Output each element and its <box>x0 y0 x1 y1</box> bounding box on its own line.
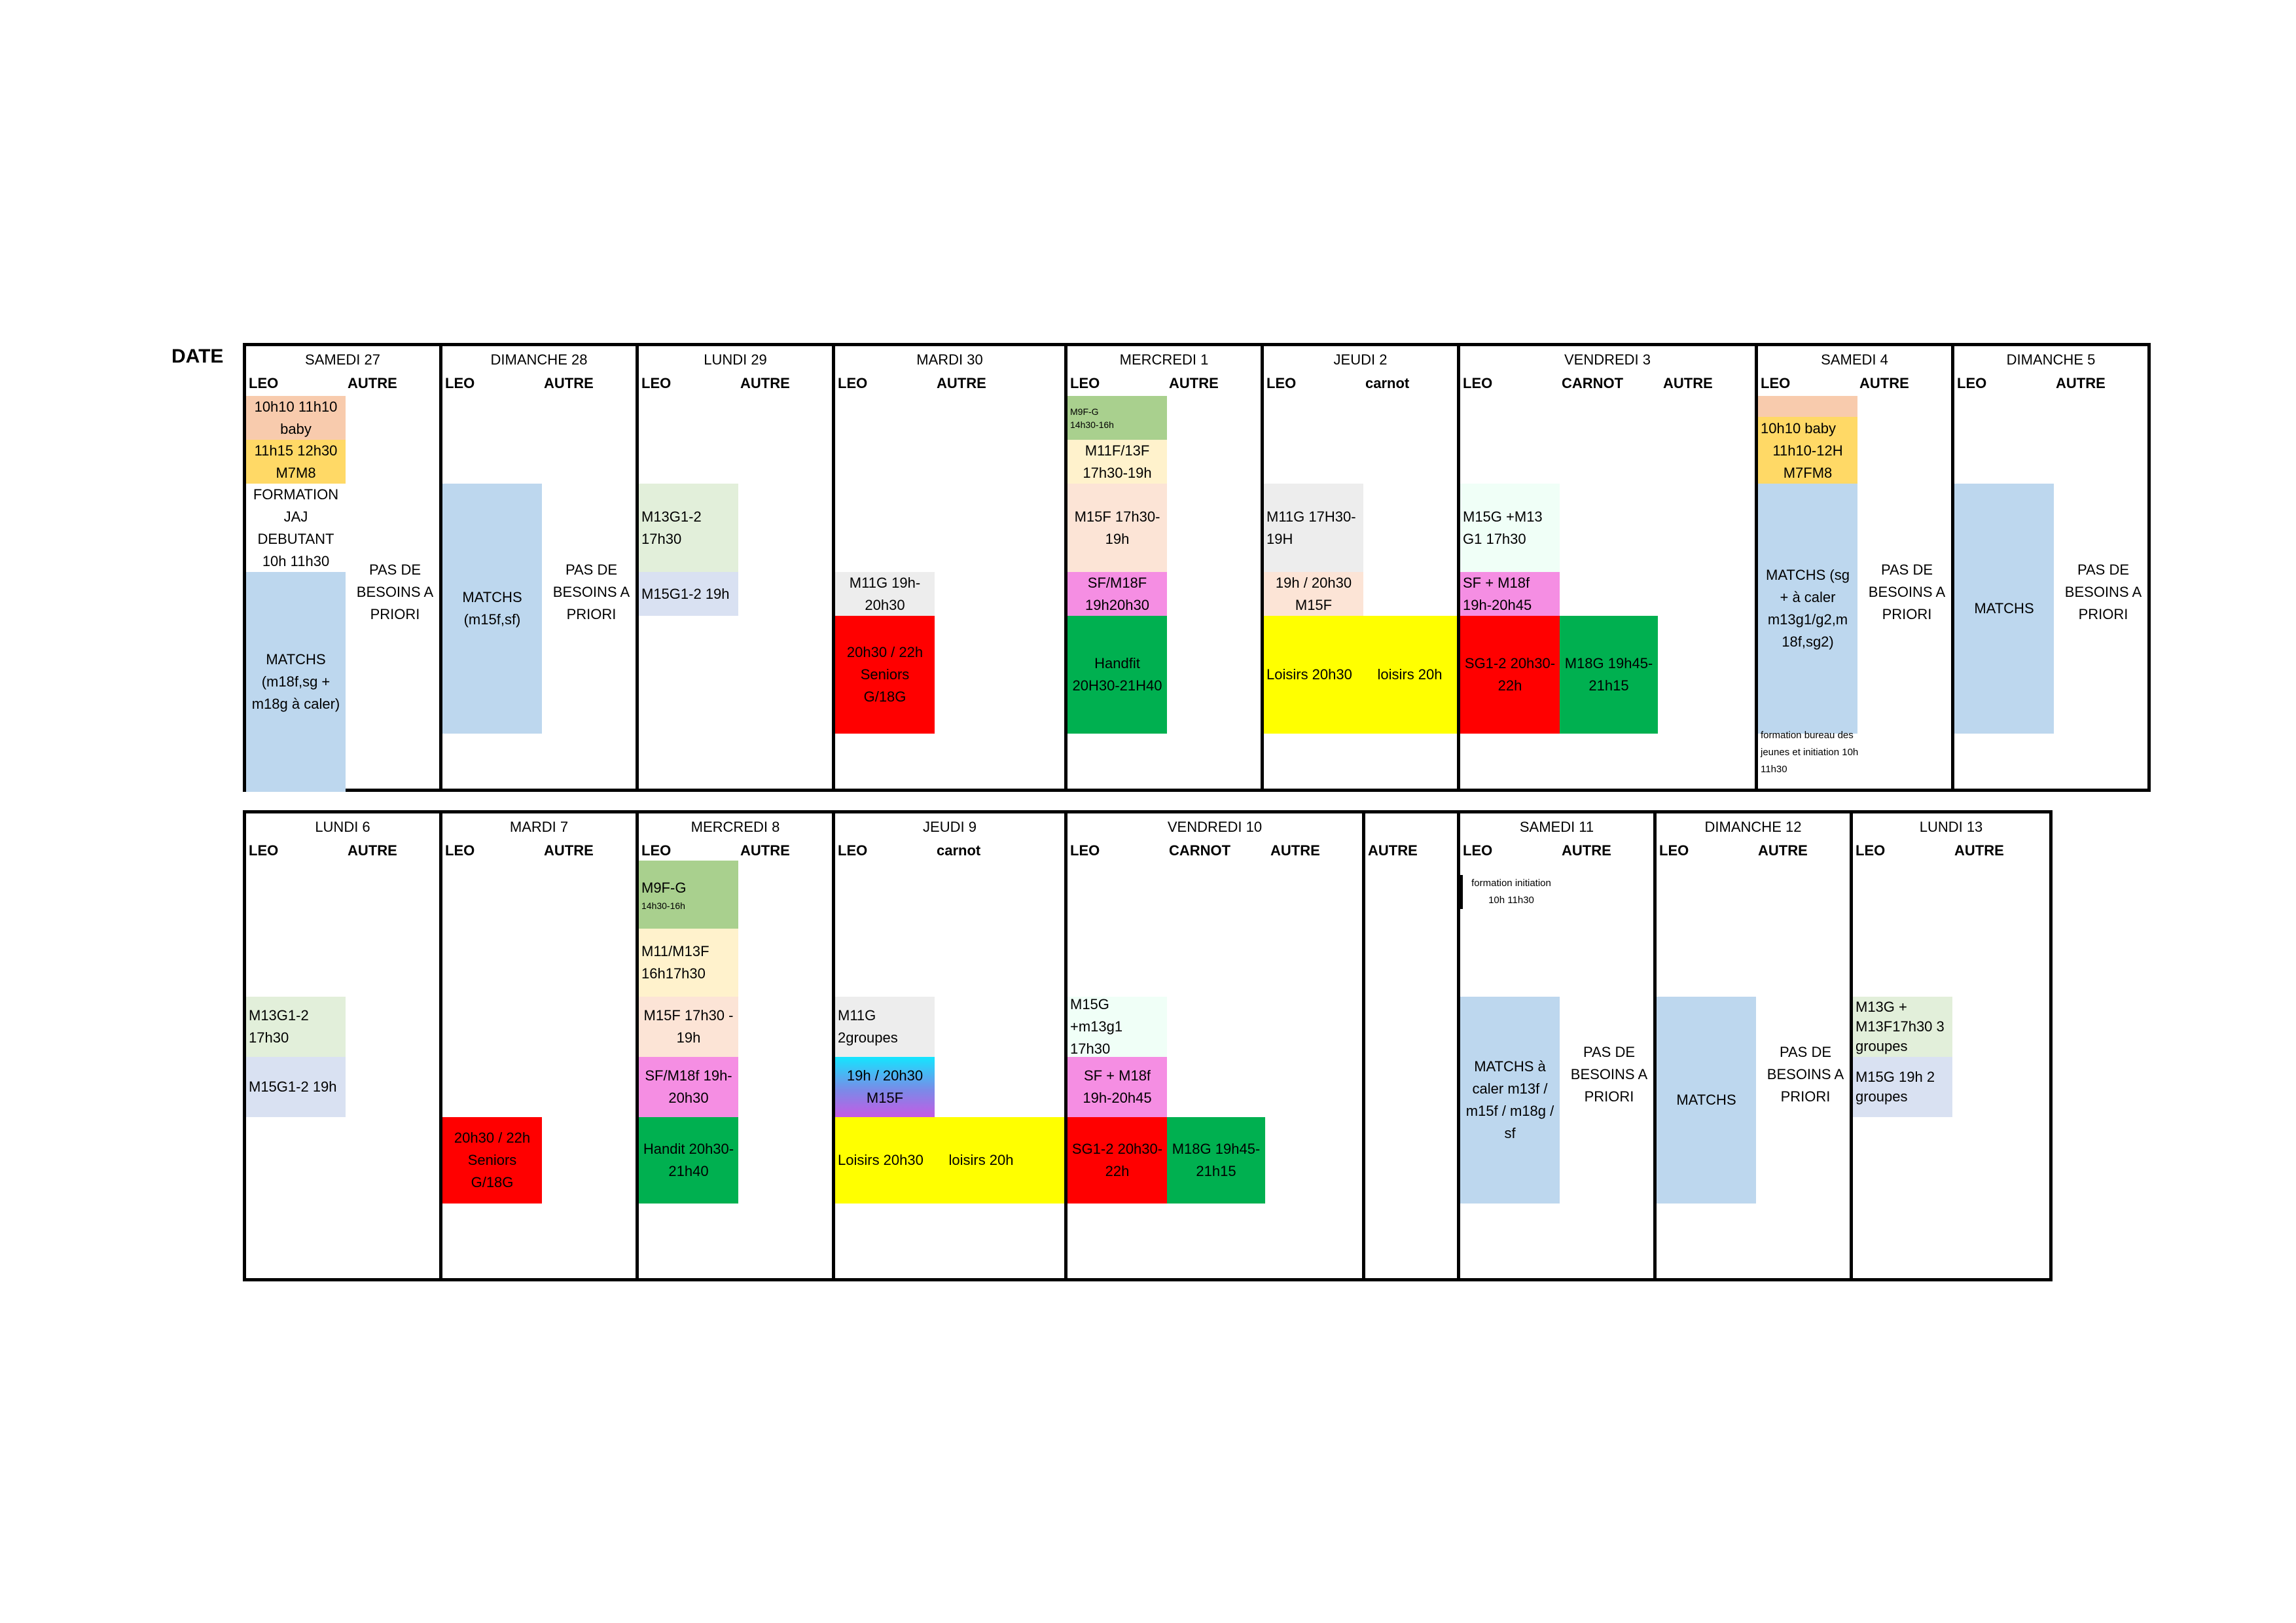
column-autre: AUTRE <box>348 375 397 391</box>
matchs-block: MATCHS (m18f,sg + m18g à caler) <box>246 572 346 792</box>
note-text: PAS DE BESOINS A PRIORI <box>1868 562 1946 622</box>
day-title: LUNDI 29 <box>704 351 767 368</box>
day-title: DIMANCHE 5 <box>2006 351 2096 368</box>
event-block <box>639 861 738 929</box>
event-label: Loisirs 20h30 <box>1266 666 1352 683</box>
event-block: SF/M18F 19h20h30 <box>1067 572 1167 616</box>
column-autre: AUTRE <box>544 842 594 859</box>
event-block: 20h30 / 22h Seniors G/18G <box>835 616 935 734</box>
column-leo: LEO <box>1463 842 1493 859</box>
event-label: loisirs 20h <box>1377 666 1443 683</box>
day-samedi-11 <box>1457 810 1657 1281</box>
event-block: SG1-2 20h30-22h <box>1460 616 1560 734</box>
column-autre: AUTRE <box>1368 842 1418 859</box>
event-block: M13G1-2 17h30 <box>639 484 738 572</box>
day-title: MERCREDI 1 <box>1119 351 1209 368</box>
day-title: LUNDI 13 <box>1919 819 1983 835</box>
event-block: M13G + M13F17h30 3 groupes <box>1853 997 1952 1057</box>
day-lundi-29 <box>636 343 835 792</box>
day-mardi-7 <box>439 810 639 1281</box>
day-title: SAMEDI 11 <box>1519 819 1594 835</box>
event-block: 19h / 20h30 M15F <box>1264 572 1363 616</box>
column-leo: LEO <box>249 842 279 859</box>
event-label: M9F-G <box>1070 406 1099 417</box>
day-dimanche-5 <box>1951 343 2151 792</box>
column-leo: LEO <box>838 842 868 859</box>
column-leo: LEO <box>641 375 672 391</box>
column-leo: LEO <box>445 842 475 859</box>
event-block: M18G 19h45-21h15 <box>1167 1117 1265 1204</box>
day-title: LUNDI 6 <box>315 819 370 835</box>
event-block: SG1-2 20h30-22h <box>1067 1117 1167 1204</box>
day-vendredi-3 <box>1457 343 1758 792</box>
note-text: PAS DE BESOINS A PRIORI <box>2064 562 2142 622</box>
event-block <box>1758 396 1857 417</box>
date-header: DATE <box>171 346 224 367</box>
event-block: 10h10 baby <box>1758 417 1857 440</box>
event-block: M13G1-2 17h30 <box>246 997 346 1057</box>
event-block: SF/M18f 19h-20h30 <box>639 1057 738 1117</box>
event-block: M11G 17H30-19H <box>1264 484 1363 572</box>
column-autre: AUTRE <box>1562 842 1611 859</box>
column-leo: LEO <box>445 375 475 391</box>
day-lundi-6 <box>243 810 442 1281</box>
day-title: SAMEDI 27 <box>305 351 380 368</box>
day-title: MERCREDI 8 <box>691 819 780 835</box>
event-block: M15G +M13 G1 17h30 <box>1460 484 1560 572</box>
column-autre: AUTRE <box>740 842 790 859</box>
event-block: M11F/13F 17h30-19h <box>1067 440 1167 484</box>
event-block: M18G 19h45-21h15 <box>1560 616 1658 734</box>
day-title: VENDREDI 3 <box>1564 351 1651 368</box>
matchs-block: MATCHS <box>1657 997 1756 1204</box>
day-title: MARDI 30 <box>916 351 983 368</box>
column-autre: AUTRE <box>937 375 986 391</box>
event-block: 10h10 11h10 baby <box>246 396 346 440</box>
column-carnot: CARNOT <box>1562 375 1624 391</box>
event-label: M9F-G <box>641 880 687 896</box>
column-leo: LEO <box>1659 842 1689 859</box>
extra-autre-column <box>1362 810 1460 1281</box>
note-text: PAS DE BESOINS A PRIORI <box>552 562 630 622</box>
event-label: Loisirs 20h30 <box>838 1152 924 1168</box>
day-title: DIMANCHE 28 <box>490 351 588 368</box>
day-jeudi-9 <box>832 810 1067 1281</box>
event-block: 11h15 12h30 M7M8 <box>246 440 346 484</box>
matchs-block: MATCHS <box>1954 484 2054 734</box>
matchs-block: MATCHS (sg + à caler m13g1/g2,m 18f,sg2) <box>1758 484 1857 734</box>
column-autre: AUTRE <box>348 842 397 859</box>
event-block: M15G1-2 19h <box>246 1057 346 1117</box>
column-autre: AUTRE <box>1954 842 2004 859</box>
column-leo: LEO <box>249 375 279 391</box>
column-carnot: CARNOT <box>1169 842 1231 859</box>
event-block: 19h / 20h30 M15F <box>835 1057 935 1117</box>
day-title: SAMEDI 4 <box>1821 351 1888 368</box>
column-carnot: carnot <box>937 842 981 859</box>
column-leo: LEO <box>641 842 672 859</box>
column-autre: AUTRE <box>1859 375 1909 391</box>
event-block: M15G 19h 2 groupes <box>1853 1057 1952 1117</box>
note-text: formation initiation 10h 11h30 <box>1460 875 1560 909</box>
day-title: MARDI 7 <box>509 819 569 835</box>
event-block: M11G 2groupes <box>835 997 935 1057</box>
day-mercredi-8 <box>636 810 835 1281</box>
day-lundi-13 <box>1850 810 2053 1281</box>
event-time: 14h30-16h <box>641 901 685 911</box>
column-carnot: carnot <box>1365 375 1410 391</box>
day-samedi-4 <box>1755 343 1954 792</box>
column-autre: AUTRE <box>1663 375 1713 391</box>
event-block: M15G1-2 19h <box>639 572 738 616</box>
event-block: M15G +m13g1 17h30 <box>1067 997 1167 1057</box>
column-autre: AUTRE <box>2056 375 2106 391</box>
day-dimanche-12 <box>1653 810 1853 1281</box>
event-block: Handfit 20H30-21H40 <box>1067 616 1167 734</box>
event-block: SF + M18f 19h-20h45 <box>1460 572 1560 616</box>
column-leo: LEO <box>1856 842 1886 859</box>
day-mardi-30 <box>832 343 1067 792</box>
column-leo: LEO <box>1761 375 1791 391</box>
column-leo: LEO <box>1070 375 1100 391</box>
event-block: SF + M18f 19h-20h45 <box>1067 1057 1167 1117</box>
note-text: PAS DE BESOINS A PRIORI <box>1570 1044 1648 1105</box>
column-autre: AUTRE <box>1169 375 1219 391</box>
column-leo: LEO <box>1266 375 1297 391</box>
event-block: M11/M13F 16h17h30 <box>639 929 738 997</box>
column-autre: AUTRE <box>1758 842 1808 859</box>
event-block: M15F 17h30 - 19h <box>639 997 738 1057</box>
event-block: 11h10-12H M7FM8 <box>1758 440 1857 484</box>
day-jeudi-2 <box>1261 343 1460 792</box>
event-block: Handit 20h30-21h40 <box>639 1117 738 1204</box>
column-autre: AUTRE <box>740 375 790 391</box>
day-title: VENDREDI 10 <box>1167 819 1263 835</box>
column-leo: LEO <box>838 375 868 391</box>
column-leo: LEO <box>1070 842 1100 859</box>
day-title: DIMANCHE 12 <box>1704 819 1802 835</box>
event-block <box>1067 396 1167 440</box>
event-time: 14h30-16h <box>1070 419 1114 430</box>
note-text: PAS DE BESOINS A PRIORI <box>356 562 434 622</box>
day-mercredi-1 <box>1064 343 1264 792</box>
column-leo: LEO <box>1957 375 1987 391</box>
matchs-block: MATCHS à caler m13f / m15f / m18g / sf <box>1460 997 1560 1204</box>
day-dimanche-28 <box>439 343 639 792</box>
day-samedi-27 <box>243 343 442 792</box>
day-title: JEUDI 2 <box>1333 351 1388 368</box>
day-title: JEUDI 9 <box>923 819 977 835</box>
day-vendredi-10 <box>1064 810 1365 1281</box>
event-block: 20h30 / 22h Seniors G/18G <box>442 1117 542 1204</box>
matchs-block: MATCHS (m15f,sf) <box>442 484 542 734</box>
column-autre: AUTRE <box>544 375 594 391</box>
note-text: formation bureau des jeunes et initiation 10h 11h30 <box>1761 730 1859 775</box>
event-block: FORMATION JAJ DEBUTANT 10h 11h30 <box>253 486 339 569</box>
event-block: M11G 19h-20h30 <box>835 572 935 616</box>
column-leo: LEO <box>1463 375 1493 391</box>
event-block: M15F 17h30-19h <box>1067 484 1167 572</box>
note-text: PAS DE BESOINS A PRIORI <box>1767 1044 1844 1105</box>
column-autre: AUTRE <box>1270 842 1320 859</box>
event-label: loisirs 20h <box>948 1152 1014 1168</box>
